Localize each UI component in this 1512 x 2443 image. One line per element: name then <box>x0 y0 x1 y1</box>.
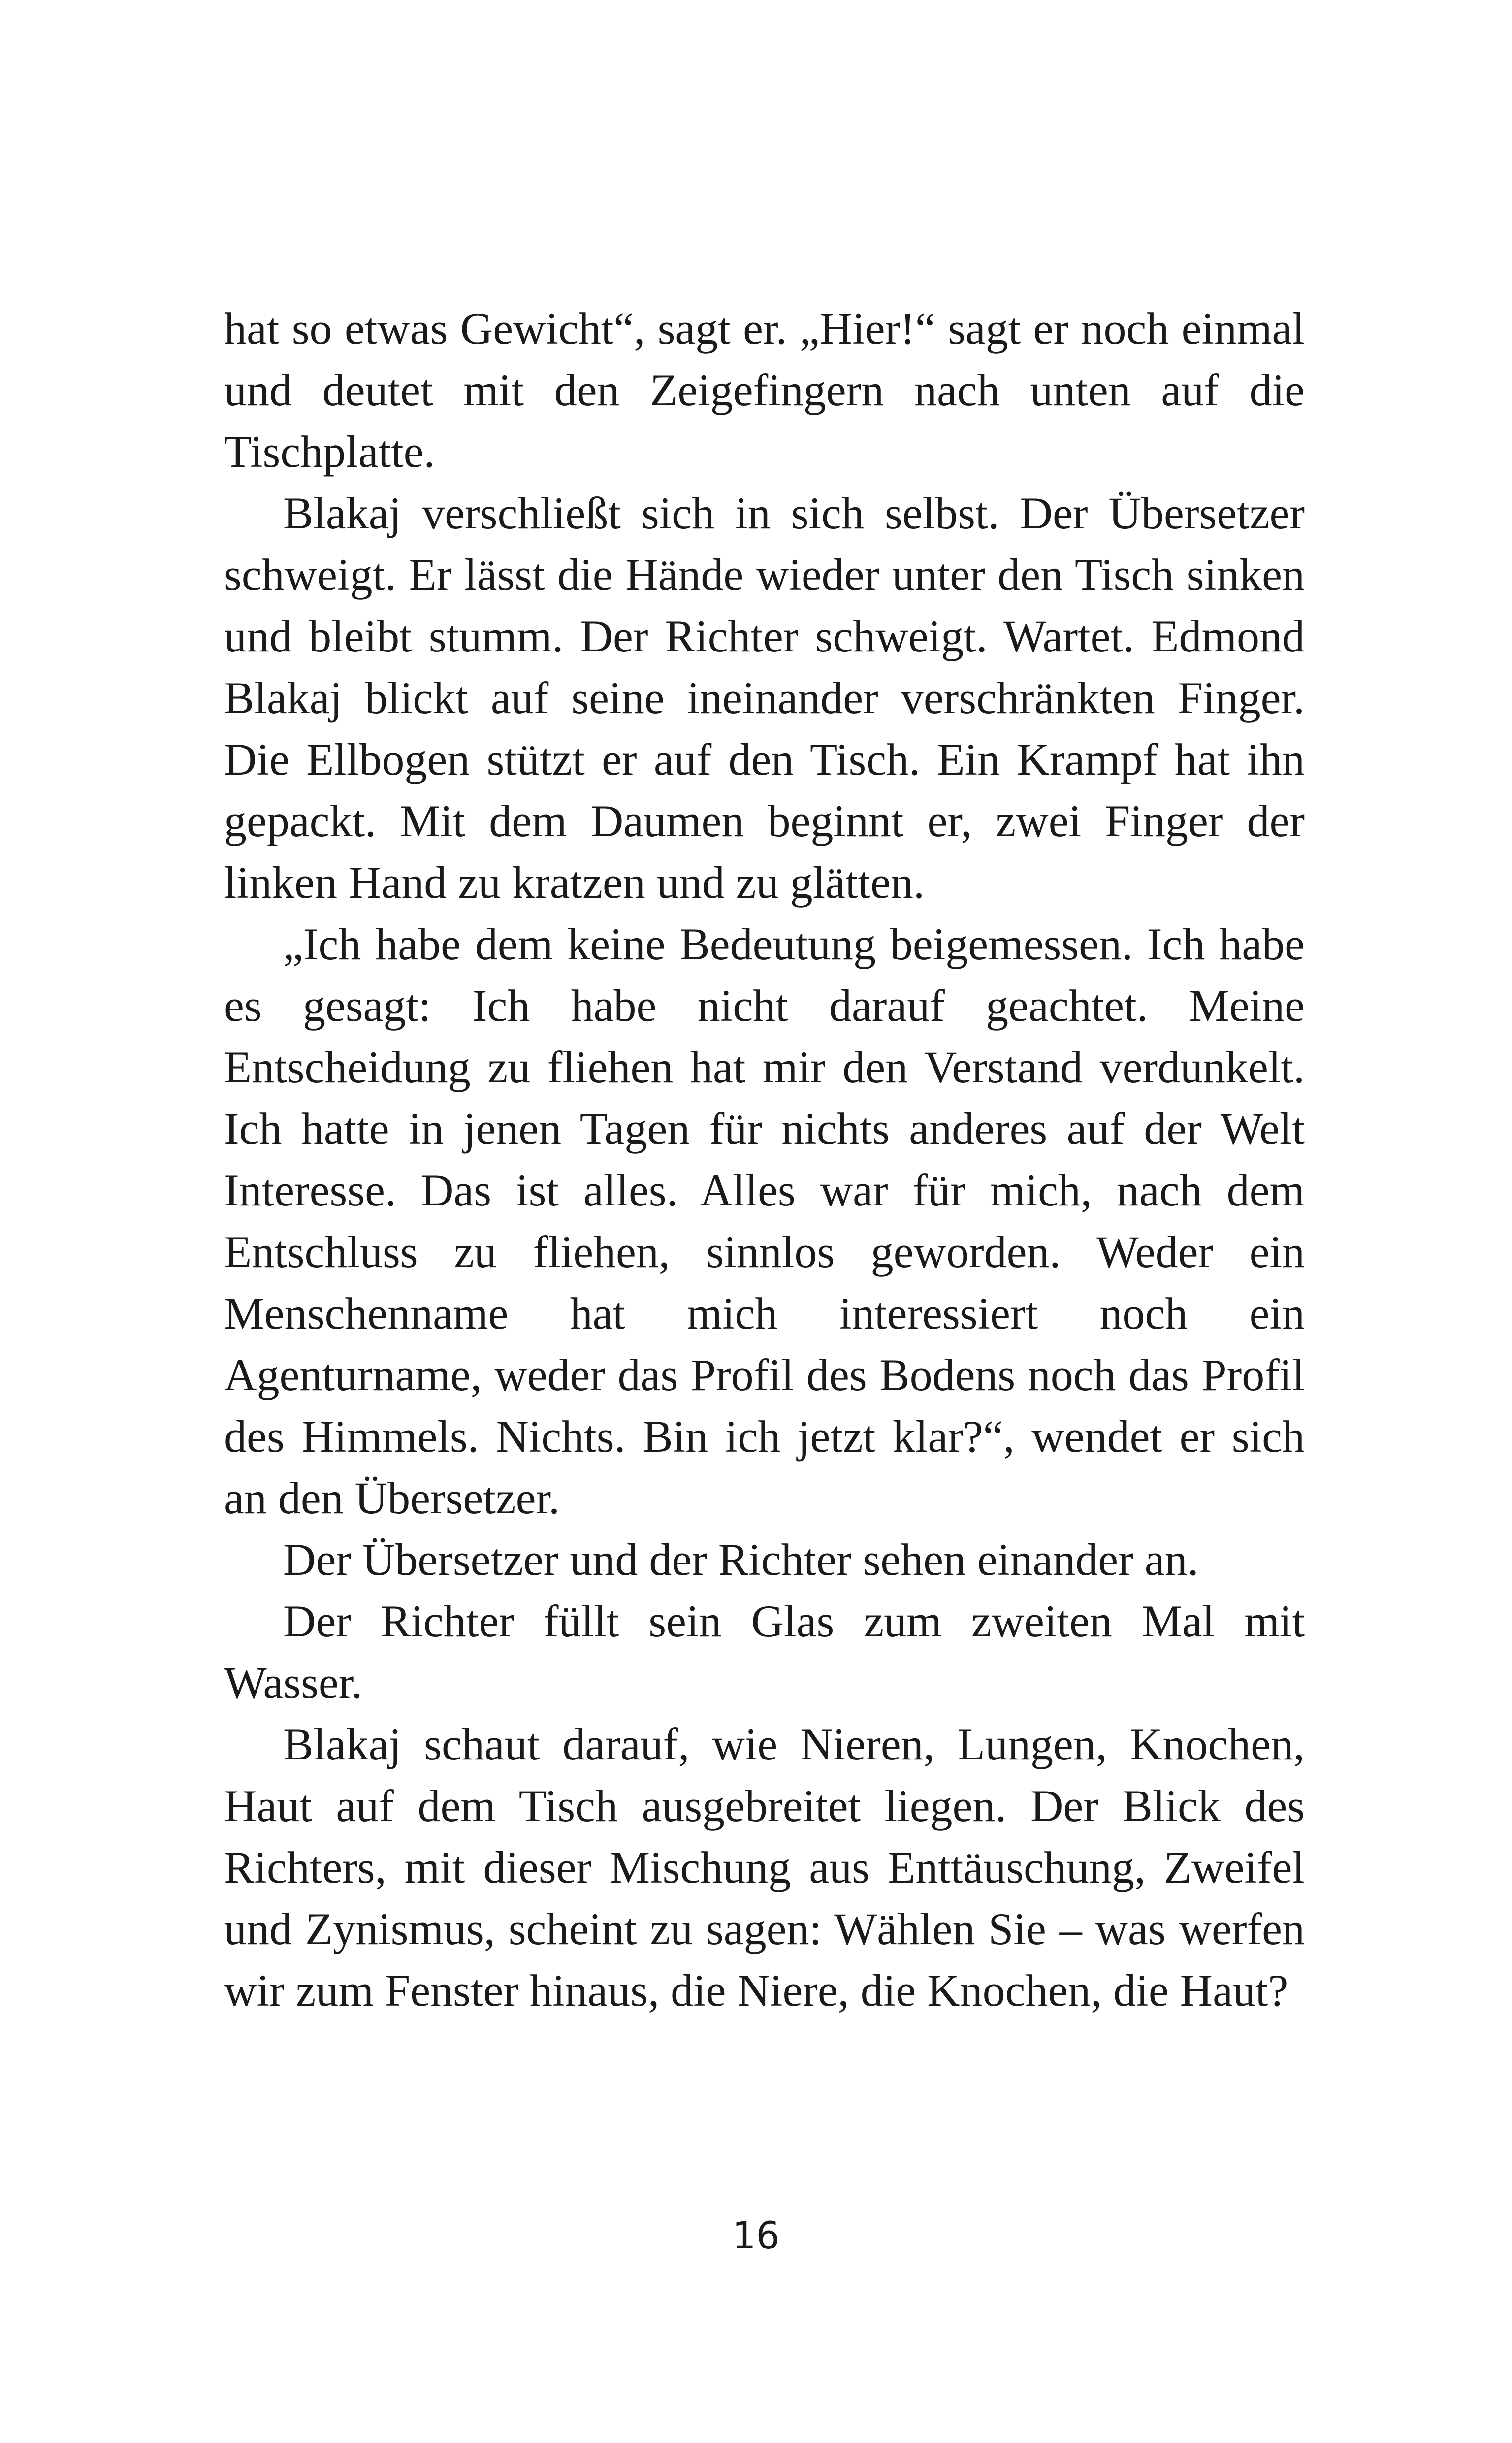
body-text <box>224 298 1305 2021</box>
paragraph-1: hat so etwas Gewicht“, sagt er. „Hier!“ sagt er noch einmal und deutet mit den Zeigefingern nach unten auf die Tischplatte. <box>224 303 1305 477</box>
paragraph-5: Der Richter füllt sein Glas zum zweiten Mal mit Wasser. <box>224 1596 1305 1708</box>
page-number: 16 <box>732 2214 780 2257</box>
paragraph-4: Der Übersetzer und der Richter sehen einander an. <box>283 1534 1199 1585</box>
paragraph-6: Blakaj schaut darauf, wie Nieren, Lungen, Knochen, Haut auf dem Tisch ausgebreitet liegen. Der Blick des Richters, mit dieser Mischung aus Enttäuschung, Zweifel und Zynismus, scheint zu sagen: Wählen Sie – was werfen wir zum Fenster hinaus, die Niere, die Knochen, die Haut? <box>224 1719 1305 2016</box>
paragraph-3: „Ich habe dem keine Bedeutung beigemessen. Ich habe es gesagt: Ich habe nicht darauf geachtet. Meine Entscheidung zu fliehen hat mir den Verstand verdunkelt. Ich hatte in jenen Tagen für nichts anderes auf der Welt Interesse. Das ist alles. Alles war für mich, nach dem Entschluss zu fliehen, sinnlos geworden. Weder ein Menschenname hat mich interessiert noch ein Agenturname, weder das Profil des Bodens noch das Profil des Himmels. Nichts. Bin ich jetzt klar?“, wendet er sich an den Übersetzer. <box>224 919 1305 1523</box>
paragraph-2: Blakaj verschließt sich in sich selbst. Der Übersetzer schweigt. Er lässt die Hände wieder unter den Tisch sinken und bleibt stumm. Der Richter schweigt. Wartet. Edmond Blakaj blickt auf seine ineinander verschränkten Finger. Die Ellbogen stützt er auf den Tisch. Ein Krampf hat ihn gepackt. Mit dem Daumen beginnt er, zwei Finger der linken Hand zu kratzen und zu glätten. <box>224 488 1305 908</box>
